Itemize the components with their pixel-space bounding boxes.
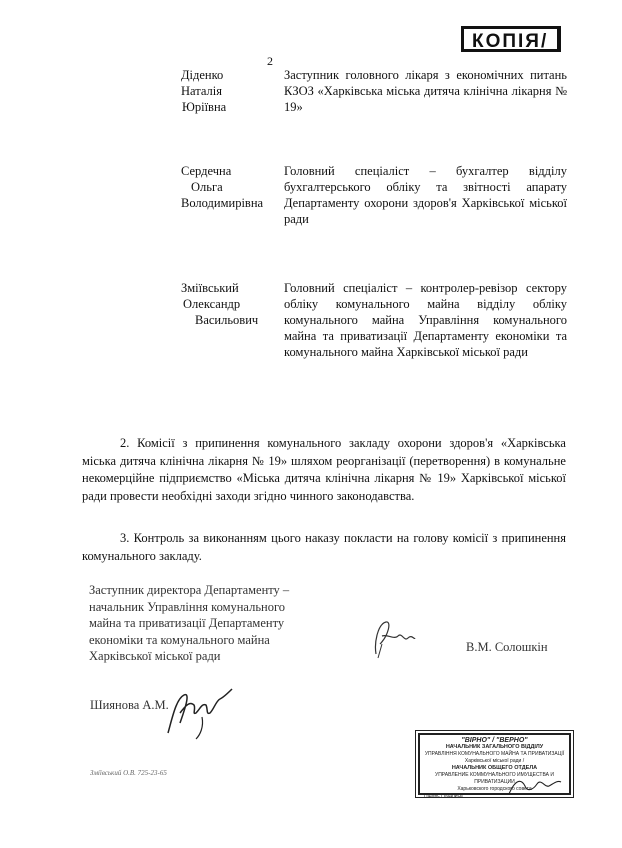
member-position-text: Головний спеціаліст – контролер-ревізор сектору обліку комунального майна відділу обліку комунального майна Управління комунального майна та приватизації Департаменту економіки та комунального майна Харківської міської ради bbox=[284, 281, 567, 359]
member-patronymic: Володимирівна bbox=[181, 196, 264, 210]
member-name bbox=[181, 67, 281, 115]
member-position-text: Головний спеціаліст – бухгалтер відділу бухгалтерського обліку та звітності апарату Департаменту охорони здоров'я Харківської міської ради bbox=[284, 164, 567, 226]
member-position bbox=[284, 280, 567, 360]
member-position-text: Заступник головного лікаря з економічних питань КЗОЗ «Харківська міська дитяча клінічна лікарня № 19» bbox=[284, 68, 567, 114]
stamp-line: Харківської міської ради / bbox=[464, 758, 525, 764]
stamp-line: НАЧАЛЬНИК ОБЩЕГО ОТДЕЛА bbox=[451, 765, 538, 771]
member-name bbox=[181, 280, 281, 328]
copy-stamp: КОПІЯ/ bbox=[461, 26, 561, 52]
paragraph-2: 2. Комісії з припинення комунального закладу охорони здоров'я «Харківська міська дитяча клінічна лікарня № 19» шляхом реорганізації (перетворення) в комунальне некомерційне підприємство «Міська дитяча клінічна лікарня № 19» Харківської міської ради провести необхідні заходи згідно чинного законодавства. bbox=[82, 436, 566, 503]
stamp-line: Підпис / подпись bbox=[424, 793, 463, 799]
member-patronymic: Юріївна bbox=[182, 100, 227, 114]
stamp-line: НАЧАЛЬНИК ЗАГАЛЬНОГО ВІДДІЛУ bbox=[445, 744, 544, 750]
member-surname: Зміївський bbox=[181, 281, 239, 295]
member-first-name: Наталія bbox=[181, 84, 222, 98]
signatory-title-line: економіки та комунального майна bbox=[89, 632, 270, 647]
stamp-line: УПРАВЛІННЯ КОМУНАЛЬНОГО МАЙНА ТА ПРИВАТИЗАЦІЇ bbox=[424, 751, 565, 757]
signatory-title-line: начальник Управління комунального bbox=[89, 599, 286, 614]
member-first-name: Олександр bbox=[183, 297, 241, 311]
stamp-title: "ВІРНО" / "ВЕРНО" bbox=[461, 737, 528, 744]
member-first-name: Ольга bbox=[191, 180, 223, 194]
member-surname: Сердечна bbox=[181, 164, 232, 178]
signatory-title-line: Заступник директора Департаменту – bbox=[89, 583, 290, 597]
member-name bbox=[181, 163, 286, 211]
member-surname: Діденко bbox=[181, 68, 224, 82]
member-patronymic: Васильович bbox=[195, 313, 259, 327]
stamp-line: УПРАВЛЕНИЕ КОММУНАЛЬНОГО ИМУЩЕСТВА И ПРИВАТИЗАЦИИ bbox=[435, 772, 554, 785]
page-number: 2 bbox=[267, 54, 273, 68]
signatory-name: В.М. Солошкін bbox=[466, 640, 548, 654]
signatory-title-line: майна та приватизації Департаменту bbox=[89, 616, 285, 630]
executor-name: Шиянова А.М. bbox=[90, 698, 169, 712]
executor-signature bbox=[162, 683, 234, 741]
signatory-title-line: Харківської міської ради bbox=[89, 649, 221, 663]
stamp-signature bbox=[505, 772, 565, 800]
member-position bbox=[284, 163, 567, 227]
member-position bbox=[284, 67, 567, 115]
executor-contact: Зміївський О.В. 725-23-65 bbox=[90, 769, 167, 777]
paragraph-3: 3. Контроль за виконанням цього наказу покласти на голову комісії з припинення комунального закладу. bbox=[82, 531, 566, 563]
director-signature bbox=[368, 614, 418, 664]
signatory-title bbox=[89, 582, 329, 665]
stamp-line: Харьковского городского совета bbox=[457, 786, 532, 792]
